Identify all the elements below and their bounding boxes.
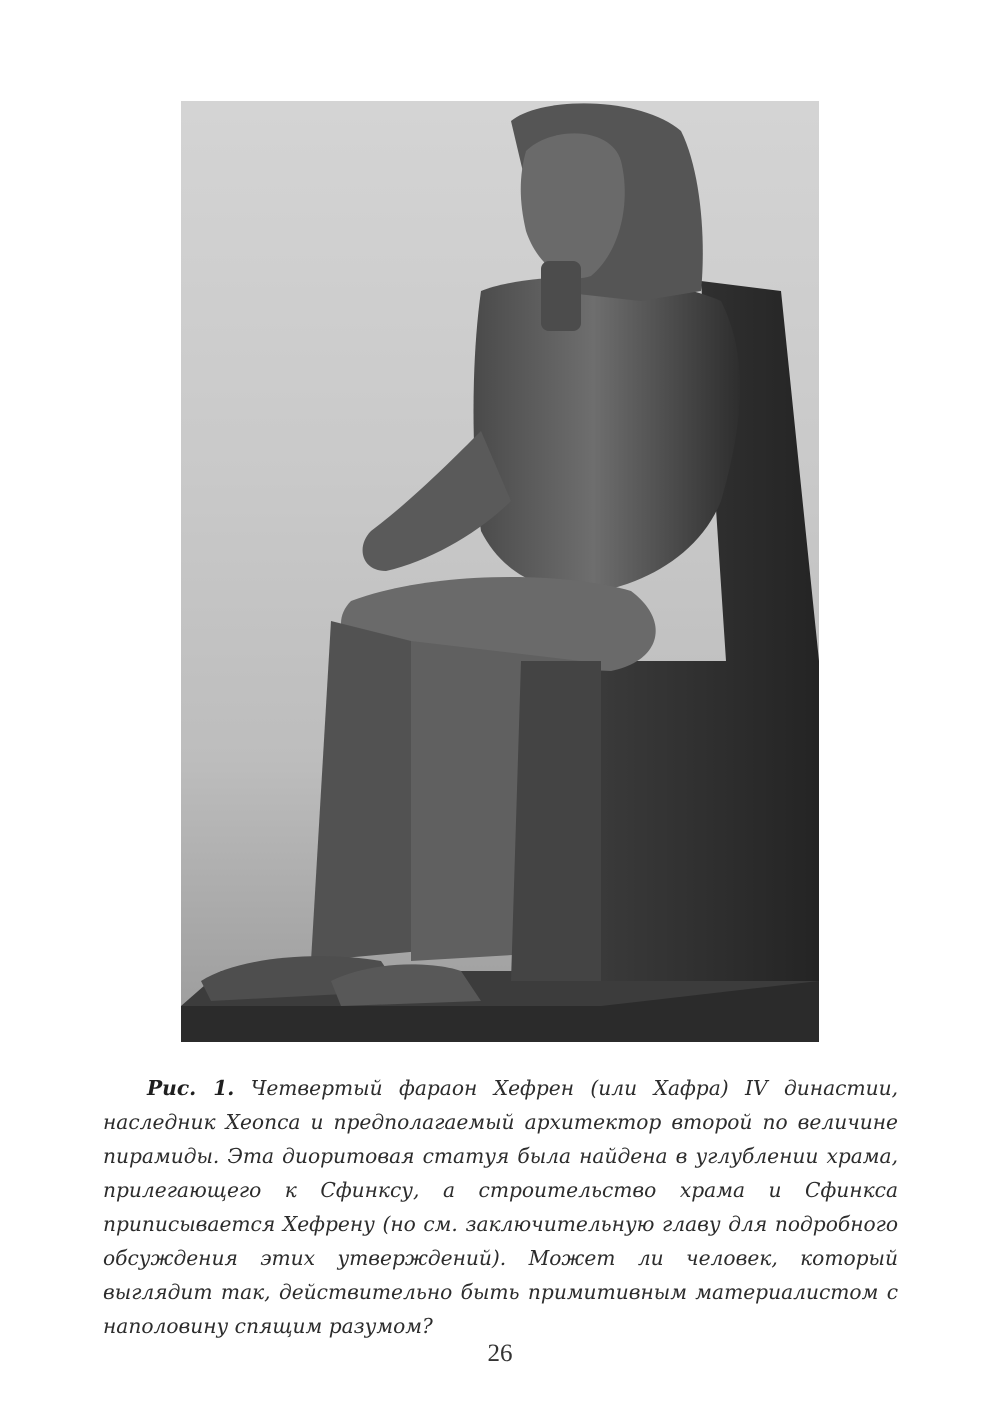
- statue-torso: [474, 277, 740, 592]
- statue-left-leg: [311, 621, 421, 961]
- figure-caption: [103, 1071, 898, 1343]
- page-number: 26: [487, 1340, 513, 1367]
- figure-label: Рис. 1.: [147, 1076, 235, 1100]
- throne-lion-leg: [511, 661, 601, 981]
- statue-illustration: [181, 101, 819, 1042]
- statue-arm: [363, 431, 511, 571]
- figure-caption-text: Четвертый фараон Хефрен (или Хафра) IV династии, наследник Хеопса и предполагаемый архитектор второй по величине пирамиды. Эта диоритовая статуя была найдена в углублении храма, прилегающего к Сфинксу, а строительство храма и Сфинкса приписывается Хефрену (но см. заключительную главу для подробного обсуждения этих утверждений). Может ли человек, который выглядит так, действительно быть примитивным материалистом с наполовину спящим разумом?: [103, 1076, 899, 1338]
- statue-photograph: [181, 101, 819, 1042]
